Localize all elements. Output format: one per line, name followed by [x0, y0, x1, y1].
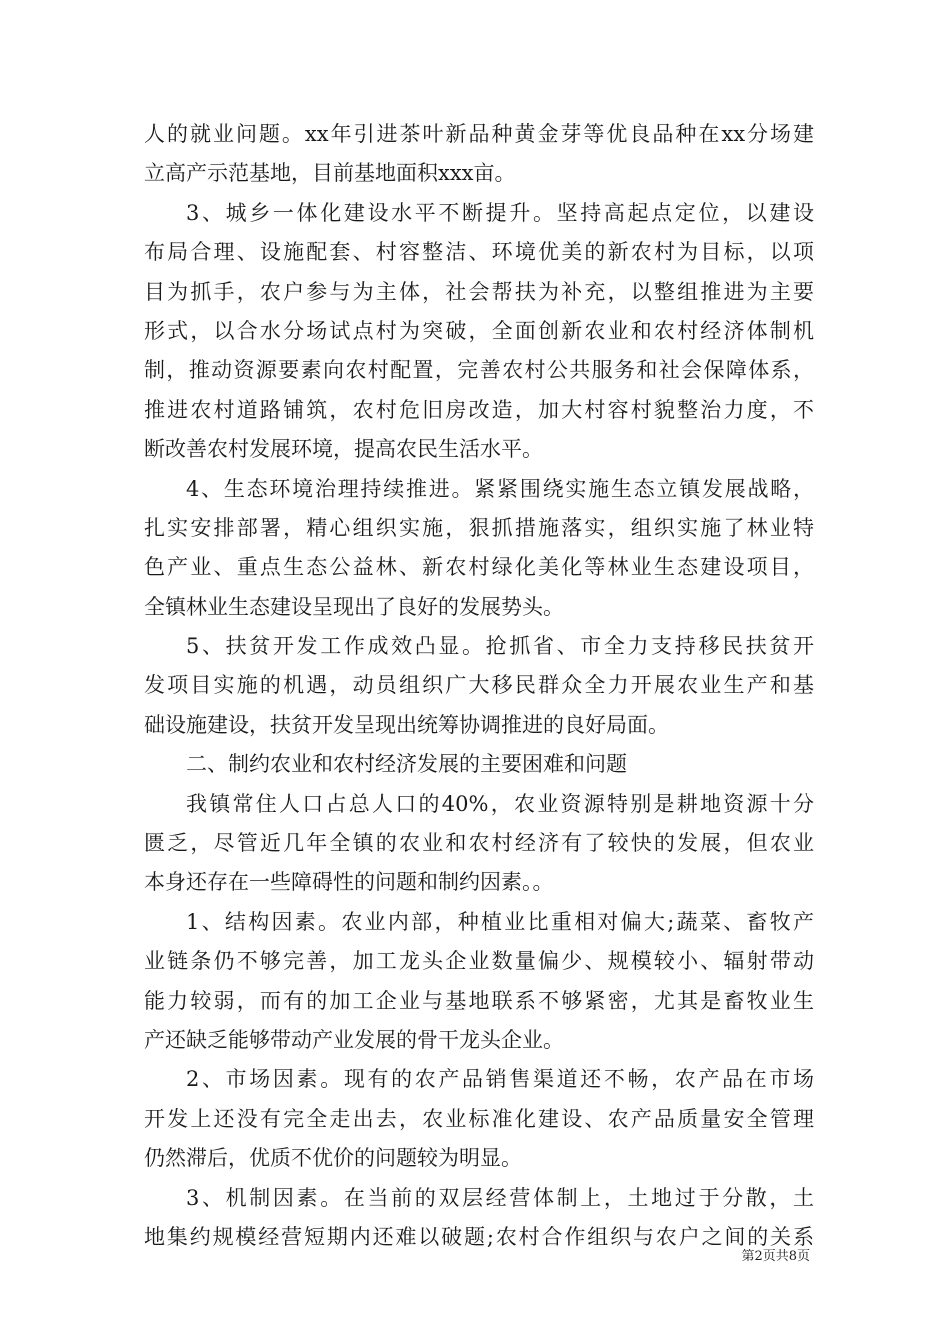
- text-line: 仍然滞后，优质不优价的问题较为明显。: [144, 1146, 522, 1171]
- text-line: 3、机制因素。在当前的双层经营体制上，土地过于分散，土: [186, 1185, 814, 1210]
- text-line: 地集约规模经营短期内还难以破题;农村合作组织与农户之间的关系: [144, 1224, 814, 1249]
- text-line: 2、市场因素。现有的农产品销售渠道还不畅，农产品在市场: [186, 1067, 814, 1092]
- text-line: 立高产示范基地，目前基地面积xxx亩。: [144, 161, 516, 186]
- text-line: 1、结构因素。农业内部，种植业比重相对偏大;蔬菜、畜牧产: [186, 909, 814, 934]
- text-line: 产还缺乏能够带动产业发展的骨干龙头企业。: [144, 1027, 564, 1052]
- page-number: 第2页共8页: [741, 1249, 810, 1264]
- text-line: 5、扶贫开发工作成效凸显。抢抓省、市全力支持移民扶贫开: [186, 634, 814, 659]
- text-line: 我镇常住人口占总人口的40%，农业资源特别是耕地资源十分: [186, 791, 814, 816]
- text-line: 色产业、重点生态公益林、新农村绿化美化等林业生态建设项目，: [144, 555, 814, 580]
- document-body: [144, 115, 814, 1257]
- text-line: 开发上还没有完全走出去，农业标准化建设、农产品质量安全管理: [144, 1106, 814, 1131]
- text-line: 布局合理、设施配套、村容整洁、环境优美的新农村为目标，以项: [144, 240, 814, 265]
- text-line: 制，推动资源要素向农村配置，完善农村公共服务和社会保障体系，: [144, 358, 814, 383]
- text-line: 发项目实施的机遇，动员组织广大移民群众全力开展农业生产和基: [144, 673, 814, 698]
- text-line: 扎实安排部署，精心组织实施，狠抓措施落实，组织实施了林业特: [144, 515, 814, 540]
- text-line: 人的就业问题。xx年引进茶叶新品种黄金芽等优良品种在xx分场建: [144, 122, 814, 146]
- text-line: 本身还存在一些障碍性的问题和制约因素。。: [144, 870, 554, 895]
- text-line: 断改善农村发展环境，提高农民生活水平。: [144, 437, 543, 462]
- text-line: 3、城乡一体化建设水平不断提升。坚持高起点定位，以建设: [186, 200, 814, 225]
- text-line: 目为抓手，农户参与为主体，社会帮扶为补充，以整组推进为主要: [144, 279, 814, 304]
- text-line: 匮乏，尽管近几年全镇的农业和农村经济有了较快的发展，但农业: [144, 831, 814, 856]
- text-line: 业链条仍不够完善，加工龙头企业数量偏少、规模较小、辐射带动: [144, 949, 814, 974]
- text-line: 础设施建设，扶贫开发呈现出统筹协调推进的良好局面。: [144, 712, 669, 737]
- text-line: 能力较弱，而有的加工企业与基地联系不够紧密，尤其是畜牧业生: [144, 988, 814, 1013]
- text-line: 推进农村道路铺筑，农村危旧房改造，加大村容村貌整治力度，不: [144, 397, 814, 422]
- section-heading: 二、制约农业和农村经济发展的主要困难和问题: [186, 752, 627, 777]
- text-line: 4、生态环境治理持续推进。紧紧围绕实施生态立镇发展战略，: [186, 476, 814, 501]
- text-line: 全镇林业生态建设呈现出了良好的发展势头。: [144, 594, 564, 619]
- text-line: 形式，以合水分场试点村为突破，全面创新农业和农村经济体制机: [144, 318, 814, 343]
